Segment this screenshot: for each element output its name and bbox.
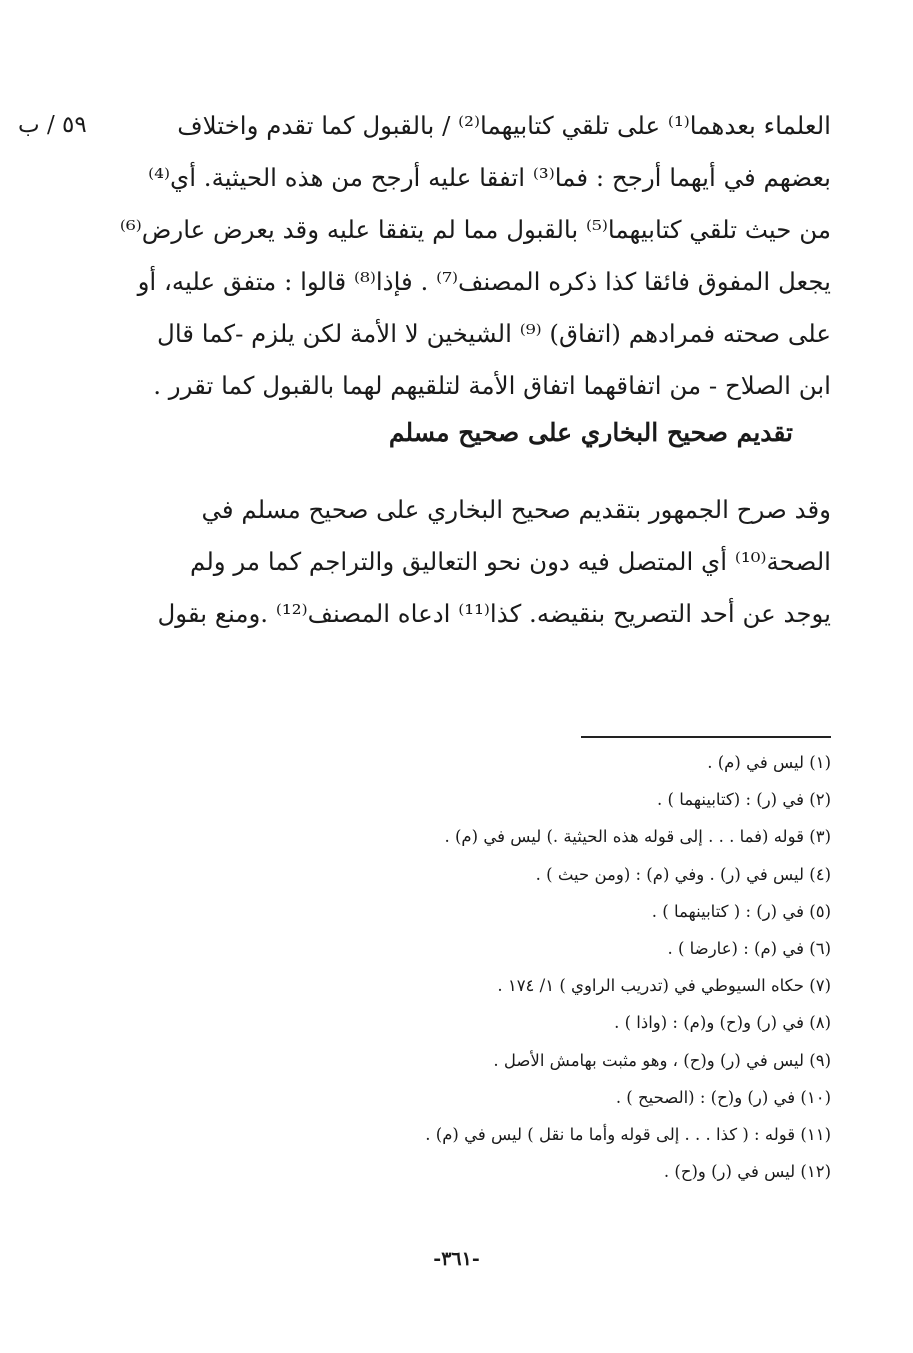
footnote: (٩) ليس في (ر) و(ح) ، وهو مثبت بهامش الأصل . [493, 1050, 831, 1070]
manuscript-folio-marker: ٥٩ / ب [18, 112, 87, 138]
footnotes [131, 744, 831, 1190]
footnote: (٤) ليس في (ر) . وفي (م) : (ومن حيث ) . [535, 864, 831, 884]
footnote: (٦) في (م) : (عارضا ) . [667, 938, 831, 958]
text-line: من حيث تلقي كتابيهما⁽⁵⁾ بالقبول مما لم يتفقا عليه وقد يعرض عارض⁽⁶⁾ [119, 215, 831, 244]
footnote: (١١) قوله : ( كذا . . . إلى قوله وأما ما نقل ) ليس في (م) . [425, 1124, 831, 1144]
text-line: يوجد عن أحد التصريح بنقيضه. كذا⁽¹¹⁾ ادعاه المصنف⁽¹²⁾ .ومنع بقول [157, 599, 831, 628]
footnote: (٣) قوله (فما . . . إلى قوله هذه الحيثية .) ليس في (م) . [444, 827, 831, 847]
text-line: الصحة⁽¹⁰⁾ أي المتصل فيه دون نحو التعاليق والتراجم كما مر ولم [190, 547, 831, 576]
text-line: ابن الصلاح - من اتفاقهما اتفاق الأمة لتلقيهم لهما بالقبول كما تقرر . [153, 371, 831, 400]
paragraph-2 [121, 484, 831, 640]
text-line: وقد صرح الجمهور بتقديم صحيح البخاري على صحيح مسلم في [201, 495, 831, 524]
footnote: (١٢) ليس في (ر) و(ح) . [663, 1162, 831, 1182]
footnote: (٨) في (ر) و(ح) و(م) : (واذا ) . [614, 1013, 831, 1033]
footnote: (٧) حكاه السيوطي في (تدريب الراوي ) ١/ ١٧٤ . [497, 976, 831, 996]
paragraph-1 [121, 100, 831, 412]
section-heading: تقديم صحيح البخاري على صحيح مسلم [388, 418, 793, 447]
footnote: (٢) في (ر) : (كتابينهما ) . [657, 790, 831, 810]
text-line: بعضهم في أيهما أرجح : فما⁽³⁾ اتفقا عليه أرجح من هذه الحيثية. أي⁽⁴⁾ [148, 163, 831, 192]
text-line: على صحته فمرادهم (اتفاق) ⁽⁹⁾ الشيخين لا الأمة لكن يلزم -كما قال [157, 319, 831, 348]
footnote-separator [581, 736, 831, 738]
page-number: -٣٦١- [433, 1248, 480, 1270]
text-line: يجعل المفوق فائقا كذا ذكره المصنف⁽⁷⁾ . فإذا⁽⁸⁾ قالوا : متفق عليه، أو [137, 267, 831, 296]
footnote: (١) ليس في (م) . [707, 753, 831, 772]
footnote: (٥) في (ر) : ( كتابينهما ) . [651, 901, 831, 921]
text-line: العلماء بعدهما⁽¹⁾ على تلقي كتابيهما⁽²⁾ / بالقبول كما تقدم واختلاف [177, 111, 831, 140]
footnote: (١٠) في (ر) و(ح) : (الصحيح ) . [615, 1087, 831, 1107]
